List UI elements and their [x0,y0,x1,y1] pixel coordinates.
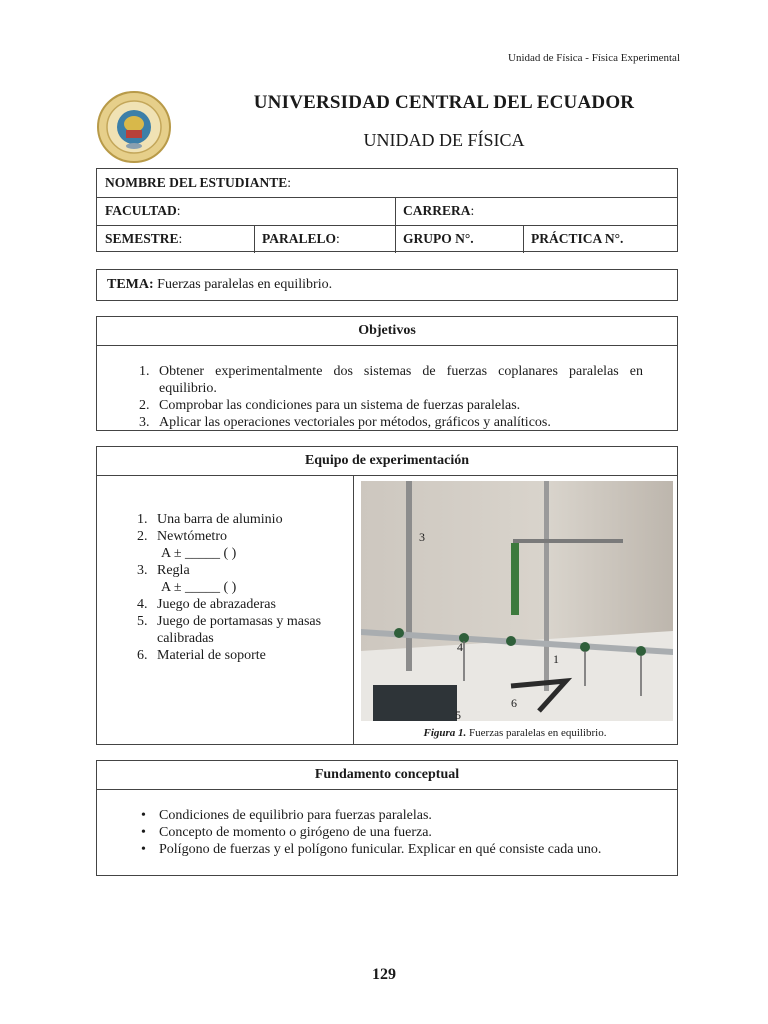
photo-label-1: 1 [553,652,559,666]
list-item: 3. Aplicar las operaciones vectoriales por métodos, gráficos y analíticos. [139,415,551,430]
list-item: 2. Newtómetro A ± _____ ( ) [137,529,237,561]
fundamento-list [141,807,643,858]
list-item: 1. Obtener experimentalmente dos sistemas de fuerzas coplanares paralelas en equilibrio. [139,364,643,396]
facultad-label: FACULTAD [105,203,177,218]
paralelo-cell: PARALELO: [262,231,340,246]
university-title: UNIVERSIDAD CENTRAL DEL ECUADOR [253,92,635,113]
list-item: • Concepto de momento o girógeno de una fuerza. [141,824,643,841]
equipo-list [137,511,357,664]
grupo-label: GRUPO N°. [403,231,474,246]
equipo-title: Equipo de experimentación [97,447,677,476]
caption-label: Figura 1. [423,727,467,739]
figure-caption [353,727,677,739]
table-row [97,197,677,226]
objetivos-list [139,363,643,431]
caption-text: Fuerzas paralelas en equilibrio. [469,727,607,739]
list-item: 3. Regla A ± _____ ( ) [137,563,237,595]
carrera-label: CARRERA [403,203,471,218]
semestre-label: SEMESTRE [105,231,179,246]
tema-label: TEMA: [107,277,154,292]
practica-cell [523,225,679,253]
experiment-photo [361,481,673,721]
objetivos-title: Objetivos [97,317,677,346]
list-item: 1. Una barra de aluminio [137,512,283,527]
photo-label-4: 4 [457,640,463,654]
table-row [97,225,677,253]
list-item: 5. Juego de portamasas y masas calibradas [137,614,322,646]
practica-label: PRÁCTICA N°. [531,231,624,246]
nombre-cell: NOMBRE DEL ESTUDIANTE: [105,175,292,190]
list-item: 2. Comprobar las condiciones para un sistema de fuerzas paralelas. [139,398,521,413]
list-item: 6. Material de soporte [137,648,266,663]
fundamento-section [96,760,678,876]
photo-label-5: 5 [455,708,461,721]
grupo-cell [395,225,523,253]
semestre-cell: SEMESTRE: [105,231,183,246]
equipo-section [96,446,678,745]
paralelo-label: PARALELO [262,231,337,246]
running-header: Unidad de Física - Física Experimental [508,52,680,64]
objetivos-section [96,316,678,431]
list-item: • Polígono de fuerzas y el polígono funicular. Explicar en qué consiste cada uno. [141,841,643,858]
unit-title: UNIDAD DE FÍSICA [363,130,525,150]
carrera-cell: CARRERA: [403,203,475,218]
facultad-cell: FACULTAD: [105,203,181,218]
student-info-table [96,168,678,252]
list-item: • Condiciones de equilibrio para fuerzas paralelas. [141,807,643,824]
university-seal-icon [96,90,172,164]
page-number: 129 [372,966,396,983]
list-item: 4. Juego de abrazaderas [137,597,276,612]
table-row [97,169,677,198]
apparatus-illustration [361,481,673,721]
photo-label-6: 6 [511,696,517,710]
tema-value: Fuerzas paralelas en equilibrio. [157,277,333,292]
nombre-label: NOMBRE DEL ESTUDIANTE [105,175,288,190]
photo-label-3: 3 [419,530,425,544]
tema-box [96,269,678,301]
fundamento-title: Fundamento conceptual [97,761,677,790]
